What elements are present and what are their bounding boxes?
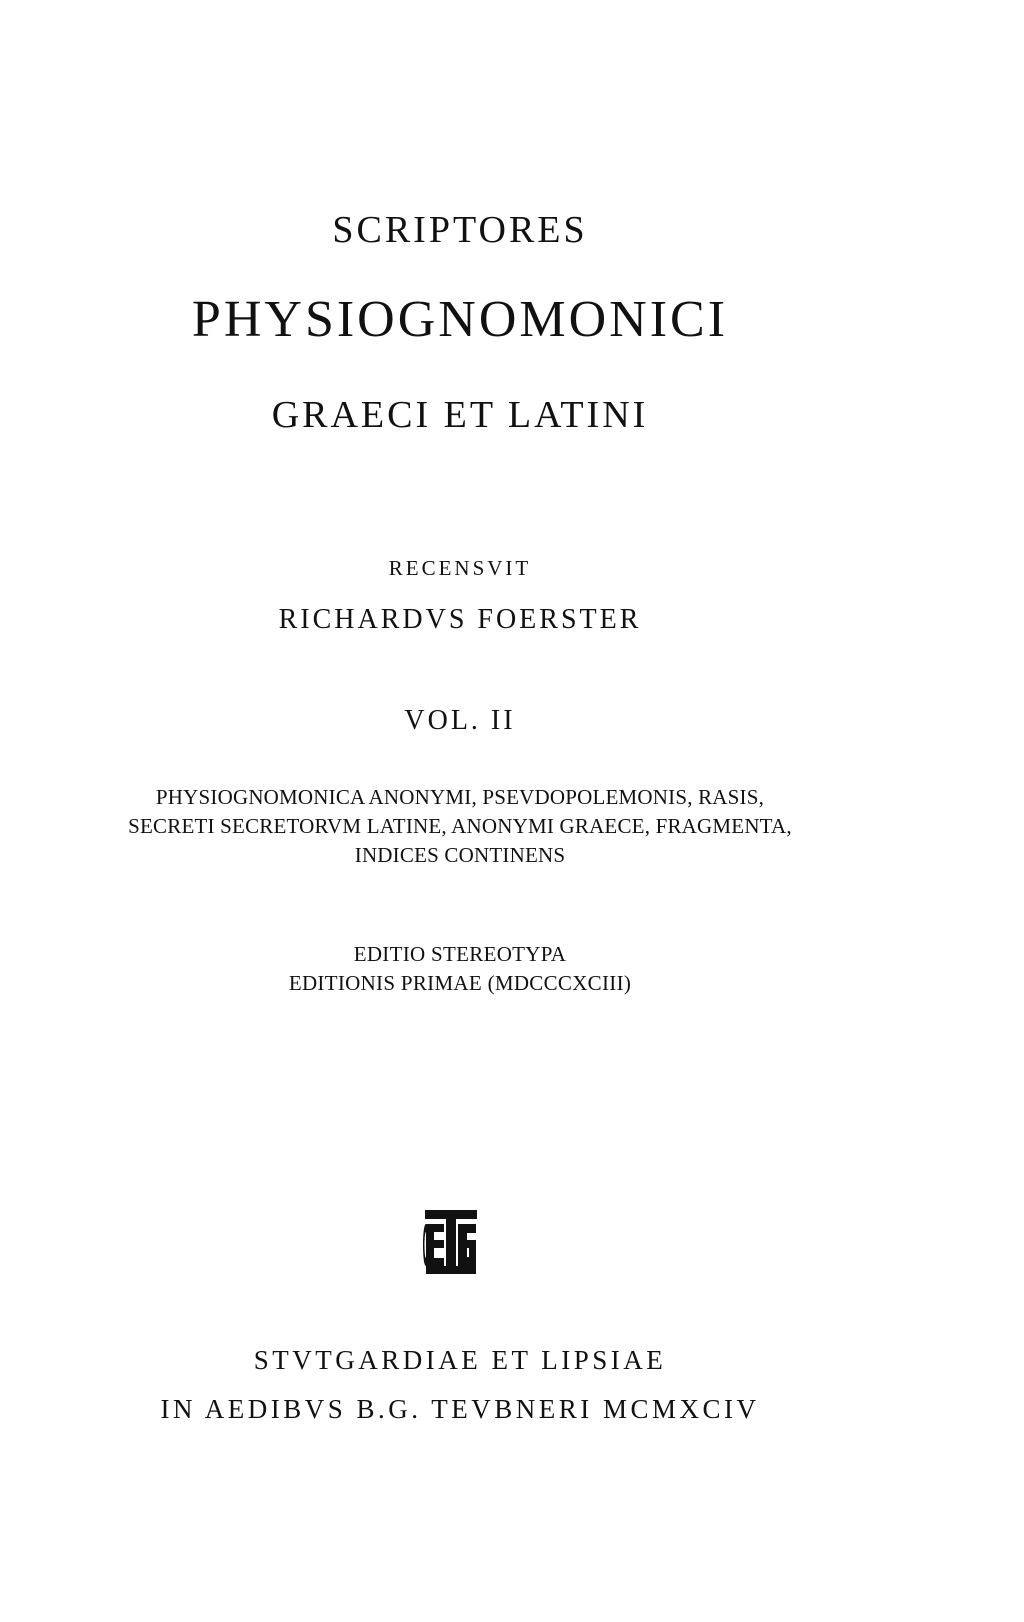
contents-line: PHYSIOGNOMONICA ANONYMI, PSEVDOPOLEMONIS, RASIS, [155, 785, 765, 809]
series-title: SCRIPTORES [332, 209, 588, 251]
publisher-line: IN AEDIBVS B.G. TEVBNERI MCMXCIV [160, 1394, 760, 1424]
sub-title: GRAECI ET LATINI [271, 394, 649, 436]
contents-line: INDICES CONTINENS [354, 843, 566, 867]
recensvit-label: RECENSVIT [388, 556, 532, 580]
teubner-monogram-icon [423, 1210, 479, 1274]
main-title: PHYSIOGNOMONICI [191, 291, 729, 348]
edition-line: EDITIONIS PRIMAE (MDCCCXCIII) [288, 971, 632, 995]
edition-line: EDITIO STEREOTYPA [353, 942, 567, 966]
publication-place: STVTGARDIAE ET LIPSIAE [253, 1345, 667, 1375]
editor-name: RICHARDVS FOERSTER [278, 604, 642, 635]
volume-label: VOL. II [404, 705, 516, 736]
contents-line: SECRETI SECRETORVM LATINE, ANONYMI GRAECE, FRAGMENTA, [128, 814, 792, 838]
